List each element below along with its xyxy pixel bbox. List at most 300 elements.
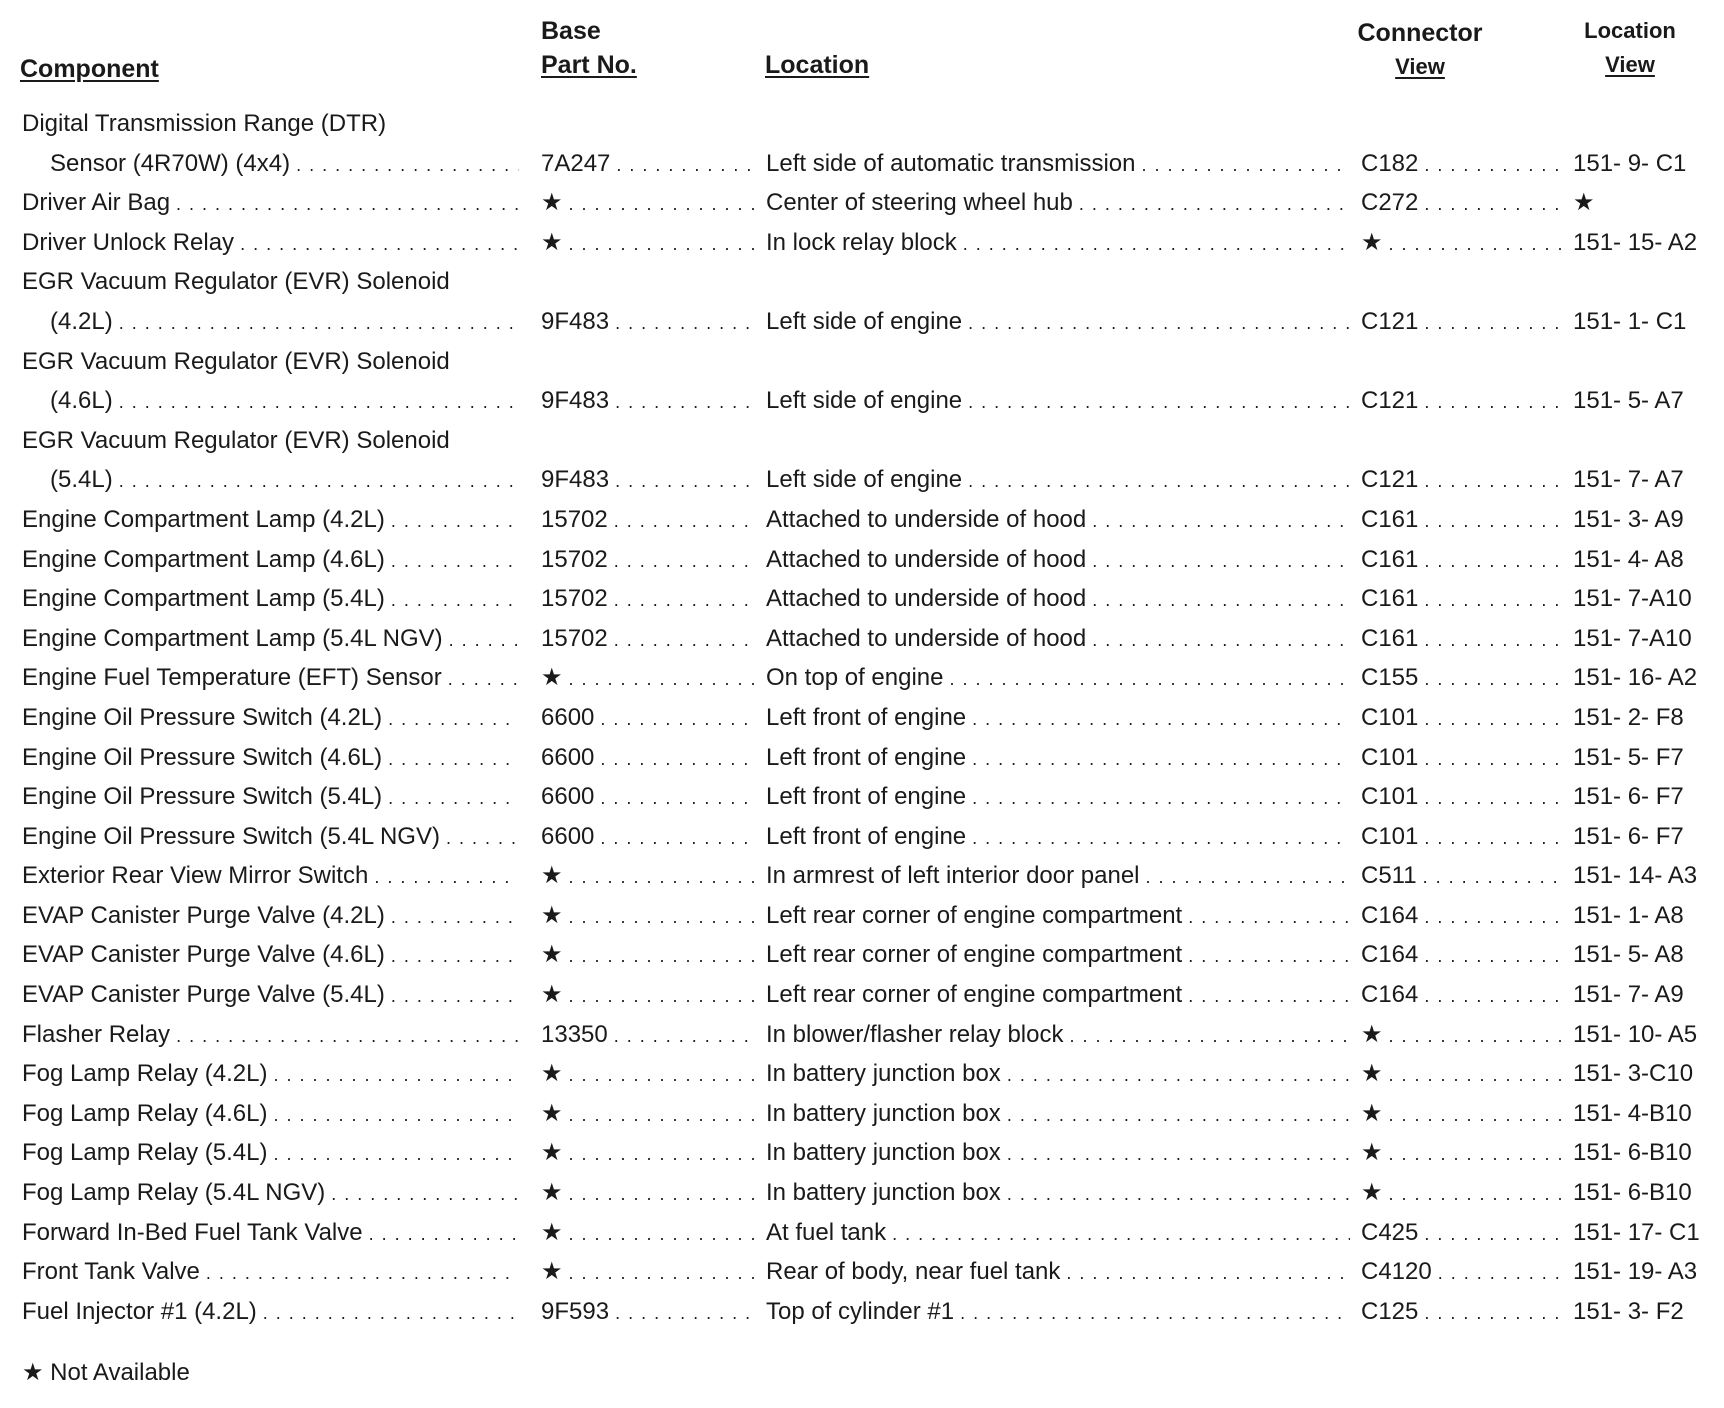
- component-name: [22, 619, 525, 659]
- base-part-no: [541, 1252, 763, 1292]
- header-location-view-label: View: [1605, 52, 1655, 77]
- location-text: Left rear corner of engine compartment: [766, 941, 1183, 969]
- location-text: Attached to underside of hood: [766, 585, 1087, 613]
- location: [766, 460, 1356, 500]
- location-text: Attached to underside of hood: [766, 505, 1087, 533]
- location-view: [1573, 1094, 1723, 1134]
- dot-leader: [614, 540, 757, 580]
- component-name-text: Front Tank Valve: [22, 1258, 200, 1286]
- dot-leader: [1389, 223, 1562, 263]
- location-view: [1573, 698, 1723, 738]
- location-text: Rear of body, near fuel tank: [766, 1258, 1061, 1286]
- dot-leader: [1092, 579, 1350, 619]
- location-view-text: 151- 3-C10: [1573, 1060, 1694, 1088]
- dot-leader: [615, 1292, 757, 1332]
- location-view-text: ★: [1573, 189, 1595, 217]
- dot-leader: [263, 1292, 519, 1332]
- location-text: Attached to underside of hood: [766, 545, 1087, 573]
- header-component-label: Component: [20, 55, 159, 83]
- location-view-text: 151- 7-A10: [1573, 585, 1692, 613]
- dot-leader: [391, 975, 519, 1015]
- base-part-no-text: 6600: [541, 783, 595, 811]
- component-name: [22, 1015, 525, 1055]
- dot-leader: [1424, 144, 1562, 184]
- table-row: [0, 1133, 1724, 1173]
- component-name: [22, 223, 525, 263]
- location: [766, 777, 1356, 817]
- connector-view-text: C164: [1361, 941, 1419, 969]
- location: [766, 1054, 1356, 1094]
- dot-leader: [600, 817, 757, 857]
- connector-view: [1361, 302, 1568, 342]
- base-part-no: [541, 1054, 763, 1094]
- header-location-top-label: Location: [1584, 18, 1676, 43]
- component-name: [22, 777, 525, 817]
- location: [766, 144, 1356, 184]
- location: [766, 183, 1356, 223]
- connector-view: [1361, 1173, 1568, 1213]
- component-name-line1: [22, 342, 525, 382]
- location-view: [1573, 183, 1723, 223]
- location-view-text: 151- 15- A2: [1573, 228, 1698, 256]
- connector-view: [1361, 540, 1568, 580]
- connector-view: [1361, 579, 1568, 619]
- dot-leader: [1188, 896, 1350, 936]
- dot-leader: [240, 223, 519, 263]
- dot-leader: [391, 935, 519, 975]
- dot-leader: [391, 896, 519, 936]
- dot-leader: [119, 460, 519, 500]
- connector-view: [1361, 500, 1568, 540]
- dot-leader: [273, 1054, 519, 1094]
- location-text: In blower/flasher relay block: [766, 1020, 1064, 1048]
- table-row: [0, 1094, 1724, 1134]
- location-view-text: 151- 9- C1: [1573, 149, 1687, 177]
- location: [766, 579, 1356, 619]
- table-row: [0, 1213, 1724, 1253]
- dot-leader: [1424, 658, 1562, 698]
- connector-view: [1361, 856, 1568, 896]
- location: [766, 302, 1356, 342]
- location-view-text: 151- 3- A9: [1573, 505, 1684, 533]
- dot-leader: [569, 975, 757, 1015]
- connector-view-text: C182: [1361, 149, 1419, 177]
- base-part-no: [541, 144, 763, 184]
- component-name: [22, 856, 525, 896]
- header-location-view: [1570, 14, 1690, 82]
- base-part-no-text: 6600: [541, 743, 595, 771]
- connector-view-text: C101: [1361, 743, 1419, 771]
- base-part-no: [541, 1133, 763, 1173]
- base-part-no: [541, 896, 763, 936]
- dot-leader: [569, 183, 757, 223]
- location-view: [1573, 1054, 1723, 1094]
- dot-leader: [615, 460, 757, 500]
- location-view-text: 151- 5- F7: [1573, 743, 1684, 771]
- header-connector-view-label: View: [1395, 54, 1445, 79]
- location-view: [1573, 302, 1723, 342]
- connector-view: [1361, 777, 1568, 817]
- dot-leader: [1092, 619, 1350, 659]
- table-row: [0, 738, 1724, 778]
- table-row: [0, 1292, 1724, 1332]
- component-name: [22, 658, 525, 698]
- table-row: [0, 619, 1724, 659]
- location-view-text: 151- 6-B10: [1573, 1179, 1692, 1207]
- dot-leader: [616, 144, 757, 184]
- dot-leader: [1092, 500, 1350, 540]
- location: [766, 1015, 1356, 1055]
- header-connector-label: Connector: [1357, 19, 1483, 47]
- component-table: [0, 104, 1724, 1331]
- location-view-text: 151- 5- A8: [1573, 941, 1684, 969]
- connector-view: [1361, 658, 1568, 698]
- location-text: On top of engine: [766, 664, 944, 692]
- location-view: [1573, 975, 1723, 1015]
- connector-view: [1361, 1054, 1568, 1094]
- component-name: [22, 579, 525, 619]
- location-view-text: 151- 19- A3: [1573, 1258, 1698, 1286]
- base-part-no-text: ★: [541, 981, 563, 1009]
- location-text: In battery junction box: [766, 1060, 1001, 1088]
- location: [766, 1213, 1356, 1253]
- table-row: [0, 1015, 1724, 1055]
- component-name-text: (5.4L): [50, 466, 113, 494]
- base-part-no: [541, 698, 763, 738]
- component-name-text: Fog Lamp Relay (5.4L NGV): [22, 1179, 326, 1207]
- component-name: [50, 302, 525, 342]
- component-name: [22, 1213, 525, 1253]
- component-name: [22, 1252, 525, 1292]
- dot-leader: [1424, 817, 1562, 857]
- component-name-text: Engine Compartment Lamp (4.2L): [22, 505, 385, 533]
- dot-leader: [972, 738, 1350, 778]
- component-name: [22, 896, 525, 936]
- base-part-no-text: ★: [541, 1060, 563, 1088]
- component-name-text: (4.2L): [50, 307, 113, 335]
- dot-leader: [1424, 975, 1562, 1015]
- dot-leader: [569, 1213, 757, 1253]
- connector-view-text: C4120: [1361, 1258, 1432, 1286]
- table-row: [0, 1252, 1724, 1292]
- dot-leader: [1007, 1054, 1350, 1094]
- base-part-no: [541, 183, 763, 223]
- dot-leader: [1007, 1133, 1350, 1173]
- base-part-no: [541, 777, 763, 817]
- component-name-text: EVAP Canister Purge Valve (5.4L): [22, 981, 385, 1009]
- connector-view: [1361, 698, 1568, 738]
- base-part-no: [541, 223, 763, 263]
- base-part-no-text: ★: [541, 228, 563, 256]
- connector-view: [1361, 817, 1568, 857]
- dot-leader: [1007, 1094, 1350, 1134]
- connector-view: [1361, 619, 1568, 659]
- connector-view-text: C101: [1361, 703, 1419, 731]
- dot-leader: [1069, 1015, 1350, 1055]
- dot-leader: [1188, 935, 1350, 975]
- connector-view: [1361, 738, 1568, 778]
- location-view: [1573, 1015, 1723, 1055]
- component-name-line1: [22, 262, 525, 302]
- dot-leader: [569, 1252, 757, 1292]
- dot-leader: [1424, 302, 1562, 342]
- dot-leader: [206, 1252, 519, 1292]
- location-text: Left rear corner of engine compartment: [766, 981, 1183, 1009]
- dot-leader: [1438, 1252, 1562, 1292]
- dot-leader: [963, 223, 1350, 263]
- connector-view-text: C121: [1361, 307, 1419, 335]
- location-text: At fuel tank: [766, 1218, 887, 1246]
- dot-leader: [600, 777, 757, 817]
- base-part-no-text: 9F483: [541, 387, 610, 415]
- base-part-no-text: ★: [541, 1099, 563, 1127]
- component-name-text: Engine Oil Pressure Switch (4.6L): [22, 743, 383, 771]
- base-part-no-text: 9F483: [541, 307, 610, 335]
- location-view: [1573, 1252, 1723, 1292]
- connector-view: [1361, 1133, 1568, 1173]
- table-row: [0, 342, 1724, 421]
- location-view: [1573, 144, 1723, 184]
- dot-leader: [1424, 540, 1562, 580]
- base-part-no-text: ★: [541, 189, 563, 217]
- location-view: [1573, 1213, 1723, 1253]
- dot-leader: [1424, 698, 1562, 738]
- location-view-text: 151- 7-A10: [1573, 624, 1692, 652]
- location: [766, 1173, 1356, 1213]
- dot-leader: [968, 381, 1350, 421]
- base-part-no: [541, 1213, 763, 1253]
- location: [766, 935, 1356, 975]
- dot-leader: [1424, 579, 1562, 619]
- dot-leader: [972, 777, 1350, 817]
- dot-leader: [331, 1173, 519, 1213]
- dot-leader: [960, 1292, 1350, 1332]
- dot-leader: [1424, 1213, 1562, 1253]
- dot-leader: [1424, 183, 1562, 223]
- component-name-text: Flasher Relay: [22, 1020, 171, 1048]
- dot-leader: [968, 302, 1350, 342]
- location-view: [1573, 1133, 1723, 1173]
- dot-leader: [388, 738, 519, 778]
- component-name: [22, 817, 525, 857]
- component-name-text: Engine Fuel Temperature (EFT) Sensor: [22, 664, 442, 692]
- dot-leader: [446, 817, 519, 857]
- dot-leader: [972, 698, 1350, 738]
- table-row: [0, 777, 1724, 817]
- base-part-no-text: ★: [541, 1258, 563, 1286]
- component-name-text: Engine Compartment Lamp (4.6L): [22, 545, 385, 573]
- dot-leader: [296, 144, 519, 184]
- dot-leader: [449, 619, 519, 659]
- component-name-text: Driver Air Bag: [22, 189, 171, 217]
- base-part-no: [541, 619, 763, 659]
- dot-leader: [615, 381, 757, 421]
- location: [766, 1292, 1356, 1332]
- dot-leader: [569, 1054, 757, 1094]
- base-part-no-text: 15702: [541, 624, 608, 652]
- dot-leader: [1389, 1173, 1562, 1213]
- base-part-no: [541, 540, 763, 580]
- dot-leader: [1389, 1094, 1562, 1134]
- dot-leader: [1146, 856, 1350, 896]
- component-name-line1-text: EGR Vacuum Regulator (EVR) Solenoid: [22, 426, 450, 454]
- component-name: [22, 1094, 525, 1134]
- dot-leader: [614, 500, 757, 540]
- header-part-no: [541, 14, 637, 82]
- component-name-text: Fuel Injector #1 (4.2L): [22, 1297, 257, 1325]
- base-part-no-text: 15702: [541, 585, 608, 613]
- component-name-text: Engine Compartment Lamp (5.4L): [22, 585, 385, 613]
- dot-leader: [119, 381, 519, 421]
- dot-leader: [1424, 896, 1562, 936]
- location-view: [1573, 935, 1723, 975]
- component-name-text: Fog Lamp Relay (4.6L): [22, 1099, 268, 1127]
- location-text: Left front of engine: [766, 822, 967, 850]
- location-view-text: 151- 4- A8: [1573, 545, 1684, 573]
- component-name: [50, 460, 525, 500]
- location-view-text: 151- 6-B10: [1573, 1139, 1692, 1167]
- location-view-text: 151- 2- F8: [1573, 703, 1684, 731]
- base-part-no: [541, 381, 763, 421]
- dot-leader: [1066, 1252, 1350, 1292]
- location-text: In lock relay block: [766, 228, 957, 256]
- base-part-no-text: 13350: [541, 1020, 608, 1048]
- location-text: In battery junction box: [766, 1139, 1001, 1167]
- connector-view-text: ★: [1361, 1099, 1383, 1127]
- location-view: [1573, 738, 1723, 778]
- dot-leader: [273, 1094, 519, 1134]
- connector-view: [1361, 1213, 1568, 1253]
- dot-leader: [119, 302, 519, 342]
- location-view-text: 151- 10- A5: [1573, 1020, 1698, 1048]
- base-part-no-text: ★: [541, 664, 563, 692]
- dot-leader: [1188, 975, 1350, 1015]
- location-text: Center of steering wheel hub: [766, 189, 1073, 217]
- connector-view-text: C161: [1361, 545, 1419, 573]
- component-name-text: Engine Compartment Lamp (5.4L NGV): [22, 624, 443, 652]
- location: [766, 896, 1356, 936]
- location-text: Left rear corner of engine compartment: [766, 901, 1183, 929]
- component-name-line1-text: EGR Vacuum Regulator (EVR) Solenoid: [22, 268, 450, 296]
- base-part-no: [541, 1094, 763, 1134]
- connector-view-text: ★: [1361, 228, 1383, 256]
- location-text: In battery junction box: [766, 1179, 1001, 1207]
- location-view-text: 151- 16- A2: [1573, 664, 1698, 692]
- component-name: [22, 183, 525, 223]
- base-part-no-text: 6600: [541, 822, 595, 850]
- component-name: [22, 698, 525, 738]
- dot-leader: [1424, 381, 1562, 421]
- base-part-no: [541, 856, 763, 896]
- location-view: [1573, 777, 1723, 817]
- dot-leader: [569, 1173, 757, 1213]
- dot-leader: [1423, 856, 1562, 896]
- location: [766, 975, 1356, 1015]
- connector-view: [1361, 935, 1568, 975]
- location-view-text: 151- 17- C1: [1573, 1218, 1700, 1246]
- dot-leader: [369, 1213, 519, 1253]
- table-row: [0, 817, 1724, 857]
- location-view-text: 151- 7- A7: [1573, 466, 1684, 494]
- dot-leader: [374, 856, 519, 896]
- component-name-line1-text: EGR Vacuum Regulator (EVR) Solenoid: [22, 347, 450, 375]
- location-view: [1573, 500, 1723, 540]
- base-part-no: [541, 1292, 763, 1332]
- connector-view-text: ★: [1361, 1179, 1383, 1207]
- connector-view-text: C121: [1361, 466, 1419, 494]
- header-connector-view: [1340, 16, 1500, 84]
- connector-view-text: C164: [1361, 901, 1419, 929]
- dot-leader: [569, 1094, 757, 1134]
- dot-leader: [388, 777, 519, 817]
- location-view-text: 151- 1- C1: [1573, 307, 1687, 335]
- connector-view: [1361, 381, 1568, 421]
- connector-view-text: C161: [1361, 624, 1419, 652]
- base-part-no-text: ★: [541, 1179, 563, 1207]
- connector-view: [1361, 896, 1568, 936]
- location-view: [1573, 460, 1723, 500]
- connector-view-text: C101: [1361, 783, 1419, 811]
- location-view: [1573, 658, 1723, 698]
- location-view-text: 151- 6- F7: [1573, 783, 1684, 811]
- base-part-no: [541, 738, 763, 778]
- location-view-text: 151- 3- F2: [1573, 1297, 1684, 1325]
- table-row: [0, 935, 1724, 975]
- base-part-no: [541, 500, 763, 540]
- base-part-no: [541, 658, 763, 698]
- connector-view: [1361, 1015, 1568, 1055]
- location-text: Left front of engine: [766, 783, 967, 811]
- location-view-text: 151- 14- A3: [1573, 862, 1698, 890]
- component-name: [22, 738, 525, 778]
- location-text: Left front of engine: [766, 743, 967, 771]
- connector-view-text: C161: [1361, 585, 1419, 613]
- header-location-label: Location: [765, 51, 870, 79]
- base-part-no-text: 6600: [541, 703, 595, 731]
- connector-view: [1361, 975, 1568, 1015]
- location: [766, 540, 1356, 580]
- component-name: [22, 935, 525, 975]
- location-text: Left side of engine: [766, 466, 963, 494]
- component-name-text: Engine Oil Pressure Switch (4.2L): [22, 703, 383, 731]
- dot-leader: [448, 658, 519, 698]
- dot-leader: [1079, 183, 1350, 223]
- connector-view: [1361, 460, 1568, 500]
- location-view: [1573, 223, 1723, 263]
- base-part-no: [541, 1173, 763, 1213]
- dot-leader: [388, 698, 519, 738]
- location-view: [1573, 1173, 1723, 1213]
- base-part-no: [541, 975, 763, 1015]
- dot-leader: [391, 579, 519, 619]
- connector-view-text: C511: [1361, 862, 1417, 890]
- dot-leader: [1424, 460, 1562, 500]
- table-row: [0, 540, 1724, 580]
- base-part-no-text: 9F593: [541, 1297, 610, 1325]
- connector-view: [1361, 223, 1568, 263]
- connector-view: [1361, 1252, 1568, 1292]
- location-view: [1573, 1292, 1723, 1332]
- location-view-text: 151- 4-B10: [1573, 1099, 1692, 1127]
- dot-leader: [569, 223, 757, 263]
- table-row: [0, 421, 1724, 500]
- base-part-no-text: ★: [541, 1218, 563, 1246]
- connector-view-text: C425: [1361, 1218, 1419, 1246]
- location: [766, 698, 1356, 738]
- dot-leader: [1389, 1054, 1562, 1094]
- component-name-line1-text: Digital Transmission Range (DTR): [22, 110, 387, 137]
- location: [766, 381, 1356, 421]
